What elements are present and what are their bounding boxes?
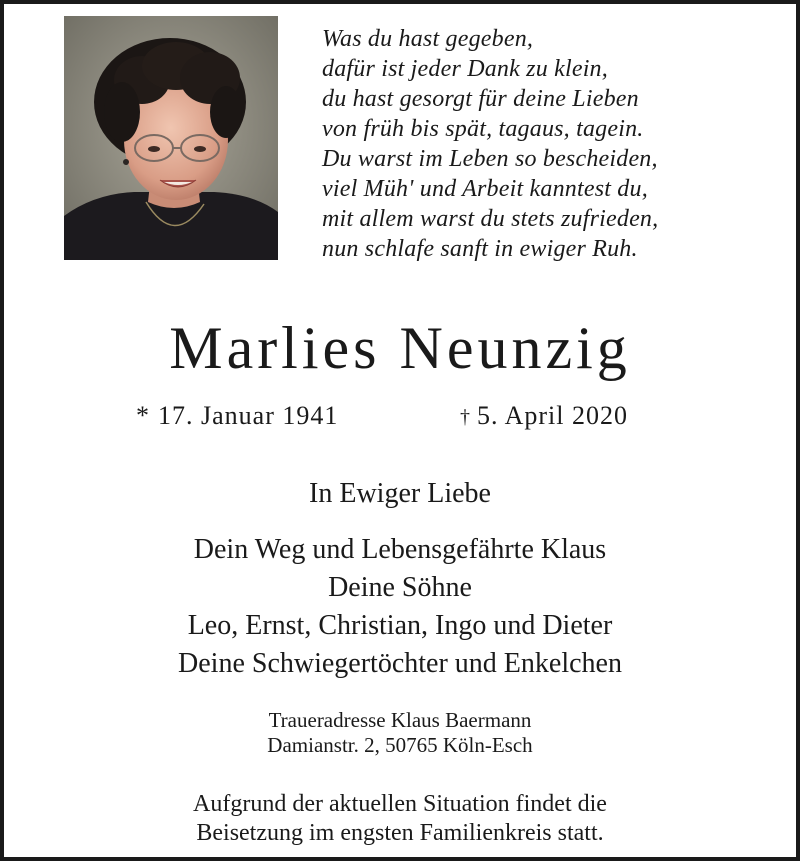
mourner-line: Leo, Ernst, Christian, Ingo und Dieter: [187, 610, 613, 641]
portrait-photo: [64, 16, 278, 260]
mourners-list: [4, 531, 796, 683]
poem-line: nun schlafe sanft in ewiger Ruh.: [322, 236, 638, 262]
notice-line: Beisetzung im engsten Familienkreis statt.: [196, 820, 604, 846]
burial-notice: [4, 790, 796, 848]
deceased-name: Marlies Neunzig: [169, 315, 631, 381]
death-cross-icon: †: [460, 406, 471, 428]
poem-line: Was du hast gegeben,: [322, 26, 534, 52]
mourner-line: Deine Schwiegertöchter und Enkelchen: [178, 648, 622, 679]
birth-star-icon: *: [136, 401, 150, 430]
address-line: Traueradresse Klaus Baermann: [268, 708, 532, 732]
birth-date: 17. Januar 1941: [158, 401, 339, 430]
poem-line: von früh bis spät, tagaus, tagein.: [322, 116, 644, 142]
mourning-address: [4, 708, 796, 758]
birth-date-line: [136, 400, 338, 432]
mourner-line: Dein Weg und Lebensgefährte Klaus: [193, 534, 607, 565]
mourners-heading: In Ewiger Liebe: [309, 478, 491, 509]
notice-line: Aufgrund der aktuellen Situation findet die: [193, 791, 607, 817]
mourner-line: Deine Söhne: [328, 572, 472, 603]
death-date-line: [460, 400, 628, 433]
poem-line: Du warst im Leben so bescheiden,: [322, 146, 658, 172]
poem-line: viel Müh' und Arbeit kanntest du,: [322, 176, 648, 202]
death-date: 5. April 2020: [477, 401, 628, 430]
poem-line: dafür ist jeder Dank zu klein,: [322, 56, 608, 82]
poem-line: du hast gesorgt für deine Lieben: [322, 86, 639, 112]
memorial-poem: [322, 24, 782, 264]
poem-line: mit allem warst du stets zufrieden,: [322, 206, 659, 232]
address-line: Damianstr. 2, 50765 Köln-Esch: [267, 733, 533, 757]
